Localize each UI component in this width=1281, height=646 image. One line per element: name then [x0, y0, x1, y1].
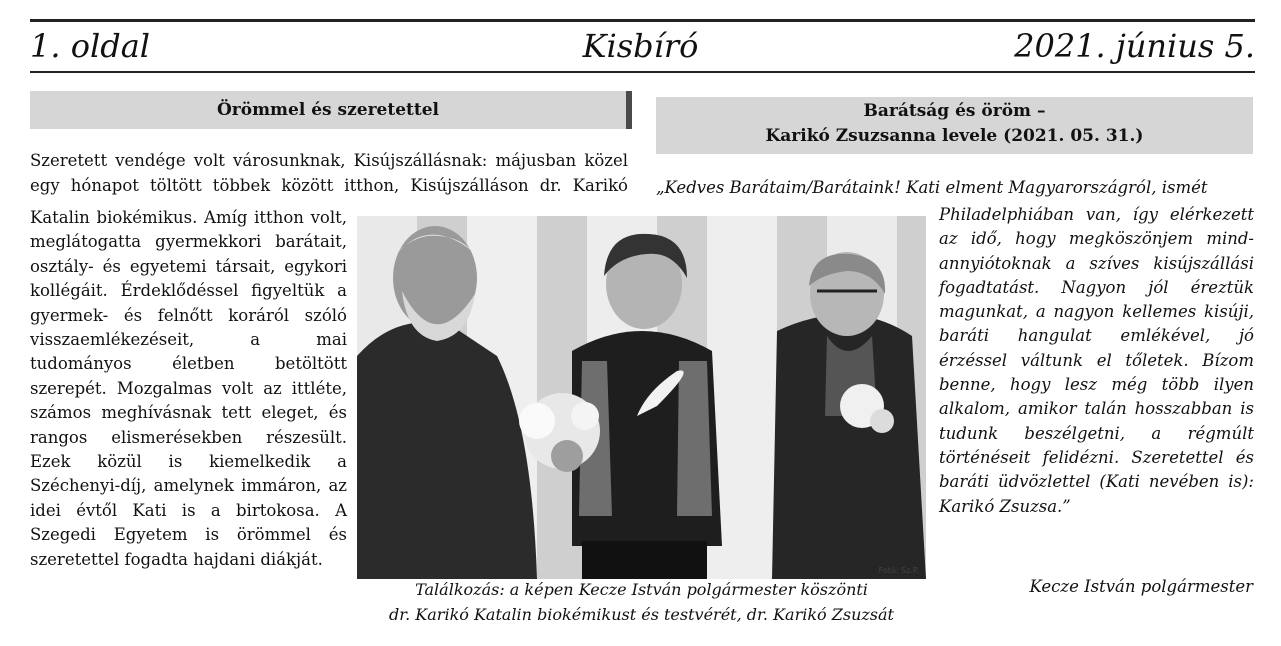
letter-first-line: „Kedves Barátaim/Barátaink! Kati elment Magyarországról, ismét: [656, 178, 1208, 197]
photo-credit: Fotó: Sz.P.: [878, 566, 919, 575]
right-article-heading-line-1: Barátság és öröm –: [863, 101, 1046, 121]
letter-signature: Kecze István polgármester: [1029, 577, 1253, 596]
photo-illustration: [357, 216, 926, 579]
photo-caption-line-2: dr. Karikó Katalin biokémikust és testvérét, dr. Karikó Zsuzsát: [389, 605, 894, 624]
letter-body: Philadelphiában van, így elérkezett az idő, hogy megköszönjem mind-annyiótoknak a szíves kisújszállási fogadtatást. Nagyon jól éreztük magunkat, a nagyon kellemes kisúji, baráti hangulat emlékével, jó érzéssel váltunk el tőletek. Bízom benne, hogy lesz még több ilyen alkalom, amikor talán hosszabban is tudunk beszélgetni, a régmúlt történéseit felidézni. Szeretettel és baráti üdvözlettel (Kati nevében is): Karikó Zsuzsa.”: [939, 205, 1254, 516]
issue-date: 2021. június 5.: [1014, 27, 1255, 65]
left-article-intro: [30, 149, 628, 198]
article-photo: [357, 216, 926, 579]
masthead-top-rule: [30, 19, 1255, 22]
right-article-heading: [656, 97, 1253, 154]
left-article-line-1: Szeretett vendége volt városunknak, Kisújszállásnak: májusban közel: [30, 151, 628, 170]
right-article-heading-line-2: Karikó Zsuzsanna levele (2021. 05. 31.): [765, 126, 1144, 146]
masthead-bottom-rule: [30, 71, 1255, 73]
photo-caption: [357, 577, 926, 627]
newspaper-title: Kisbíró: [582, 27, 699, 65]
left-article-heading: Örömmel és szeretettel: [30, 91, 632, 129]
photo-caption-line-1: Találkozás: a képen Kecze István polgármester köszönti: [415, 580, 868, 599]
left-article-column: Katalin biokémikus. Amíg itthon volt, meglátogatta gyermekkori barátait, osztály- és egyetemi társait, egykori kollégáit. Érdeklődéssel figyeltük a gyermek- és felnőtt koráról szóló visszaemlékezéseit, a mai tudományos életben betöltött szerepét. Mozgalmas volt az ittléte, számos meghívásnak tett eleget, és rangos elismerésekben részesült. Ezek közül is kiemelkedik a Széchenyi-díj, amelynek immáron, az idei évtől Kati is a birtokosa. A Szegedi Egyetem is örömmel és szeretettel fogadta hajdani diákját.: [30, 208, 347, 569]
page-number: 1. oldal: [30, 27, 150, 65]
left-article-line-2: egy hónapot töltött többek között itthon, Kisújszálláson dr. Karikó: [30, 175, 628, 195]
